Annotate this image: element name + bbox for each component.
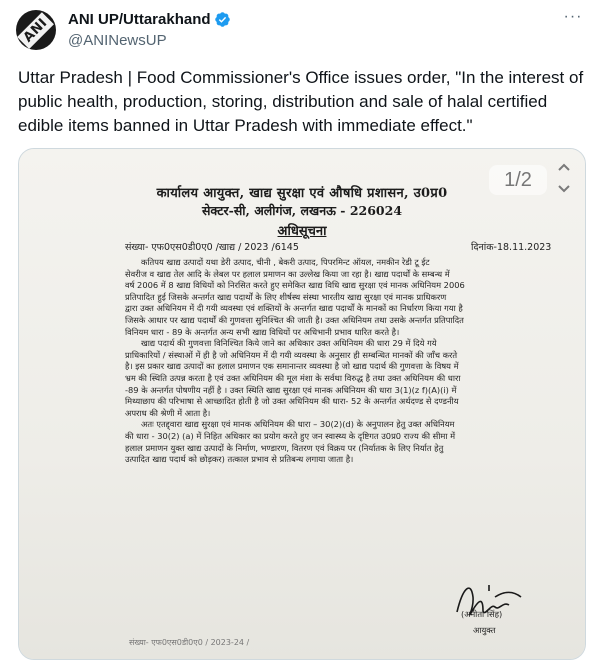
name-row	[68, 9, 588, 29]
document-footer-reference: संख्या- एफ0एस0डी0ए0 / 2023-24 /	[129, 638, 250, 647]
document-line: वर्ष 2006 में 8 खाद्य विधियों को निरसित करते हुए समेकित खाद्य विधि खाद्य सुरक्षा एवं मानक अधिनियम 2006	[125, 280, 465, 291]
document-body	[125, 257, 545, 466]
image-counter: 1/2	[489, 165, 547, 195]
tweet-header	[68, 9, 588, 53]
document-line: की धारा - 30(2) (a) में निहित अधिकार का प्रयोग करते हुए जन स्वास्थ्य के दृष्टिगत उ0प्र0 राज्य की सीमा में	[125, 430, 456, 441]
signatory-title: आयुक्त	[473, 625, 496, 635]
document-line: मिथ्याछाप की परिभाषा से आच्छादित होती है जो उक्त अधिनियम की धारा- 52 के अन्तर्गत अर्थदण्ड से दण्डनीय	[125, 396, 459, 407]
document-line: जिसके आधार पर खाद्य पदार्थों की गुणवत्ता सुनिश्चित की जाती है। उक्त अधिनियम तथा उसके अन्तर्गत प्रतिपादित	[125, 314, 464, 325]
document-reference: संख्या- एफ0एस0डी0ए0 /खाद्य / 2023 /6145	[125, 242, 299, 253]
chevron-up-icon[interactable]	[549, 161, 579, 181]
verified-badge-icon	[214, 11, 231, 28]
display-name[interactable]: ANI UP/Uttarakhand	[68, 10, 211, 28]
avatar-logo: ANI	[18, 12, 55, 49]
handle[interactable]: @ANINewsUP	[68, 32, 167, 49]
document-image	[19, 149, 585, 659]
chevron-down-icon[interactable]	[549, 181, 579, 201]
avatar[interactable]	[16, 10, 56, 50]
document-line: प्राधिकारियों / संस्थाओं में ही है जो अधिनियम में दी गयी व्यवस्था के अनुसार ही सम्बन्धित मानकों की जाँच करते	[125, 349, 458, 360]
document-line: अपराध की श्रेणी में आता है।	[125, 407, 211, 418]
document-heading-address: सेक्टर-सी, अलीगंज, लखनऊ - 226024	[201, 203, 403, 218]
document-line: -89 के अन्तर्गत पोषणीय नहीं है । उक्त स्थिति खाद्य सुरक्षा एवं मानक अधिनियम की धारा 3(1)(z f)(A)(i) में	[125, 384, 457, 395]
document-heading-notification: अधिसूचना	[277, 224, 327, 239]
image-navigation	[549, 161, 579, 205]
document-line: सेवरीज व खाद्य तेल आदि के लेबल पर हलाल प्रमाणन का उल्लेख किया जा रहा है। खाद्य पदार्थों के सम्बन्ध में	[125, 268, 450, 279]
document-line: उत्पादित खाद्य पदार्थ को छोड़कर) तत्काल प्रभाव से प्रतिबन्ध लगाया जाता है।	[125, 454, 354, 465]
document-line: द्वारा उक्त अधिनियम में दी गयी व्यवस्था एवं शक्तियों के अन्तर्गत खाद्य पदार्थों के मानकों का निर्धारण किया गया है	[125, 303, 463, 314]
document-line: विनियम धारा - 89 के अन्तर्गत अन्य सभी खाद्य विधियों पर अधिभानी प्रभाव धारित करते है।	[125, 326, 400, 337]
document-line: कतिपय खाद्य उत्पादों यथा डेरी उत्पाद, चीनी , बेकरी उत्पाद, पिपरमिन्ट ऑयल, नमकीन रेडी टू ईट	[141, 257, 430, 267]
document-line: प्रतिपादित हुई जिसके अन्तर्गत खाद्य पदार्थों के लिए शीर्षस्थ संस्था भारतीय खाद्य सुरक्षा एवं मानक प्राधिकरण	[125, 291, 447, 302]
signatory-name: (अनीता सिंह)	[461, 609, 503, 619]
document-line: हलाल प्रमाणन युक्त खाद्य उत्पादों के निर्माण, भण्डारण, वितरण एवं विक्रय पर (निर्यातक के लिए निर्यात हेतु	[125, 442, 444, 453]
tweet-text: Uttar Pradesh | Food Commissioner's Office issues order, "In the interest of public health, production, storing, distribution and sale of halal certified edible items banned in Uttar Pradesh with immediate effect."	[18, 68, 584, 135]
document-heading-office: कार्यालय आयुक्त, खाद्य सुरक्षा एवं औषधि प्रशासन, उ0प्र0	[156, 186, 448, 201]
document-line: भ्रम की स्थिति उत्पन्न करता है एवं उक्त अधिनियम की मूल मंशा के सर्वथा विरुद्ध है तथा उक्त अधिनियम की धारा	[125, 372, 461, 383]
document-line: खाद्य पदार्थ की गुणवत्ता विनिश्चित किये जाने का अधिकार उक्त अधिनियम की धारा 29 में दिये गये	[141, 338, 437, 349]
document-date: दिनांक-18.11.2023	[471, 242, 552, 253]
document-line: अतः एतद्द्वारा खाद्य सुरक्षा एवं मानक अधिनियम की धारा – 30(2)(d) के अनुपालन हेतु उक्त अधिनियम	[141, 419, 455, 430]
more-options-icon[interactable]: ···	[563, 8, 583, 25]
document-line: है। इस प्रकार खाद्य उत्पादों का हलाल प्रमाणन एक समानान्तर व्यवस्था है जो खाद्य पदार्थ की गुणवत्ता के विषय में	[125, 361, 459, 372]
media-attachment[interactable]	[18, 148, 586, 660]
